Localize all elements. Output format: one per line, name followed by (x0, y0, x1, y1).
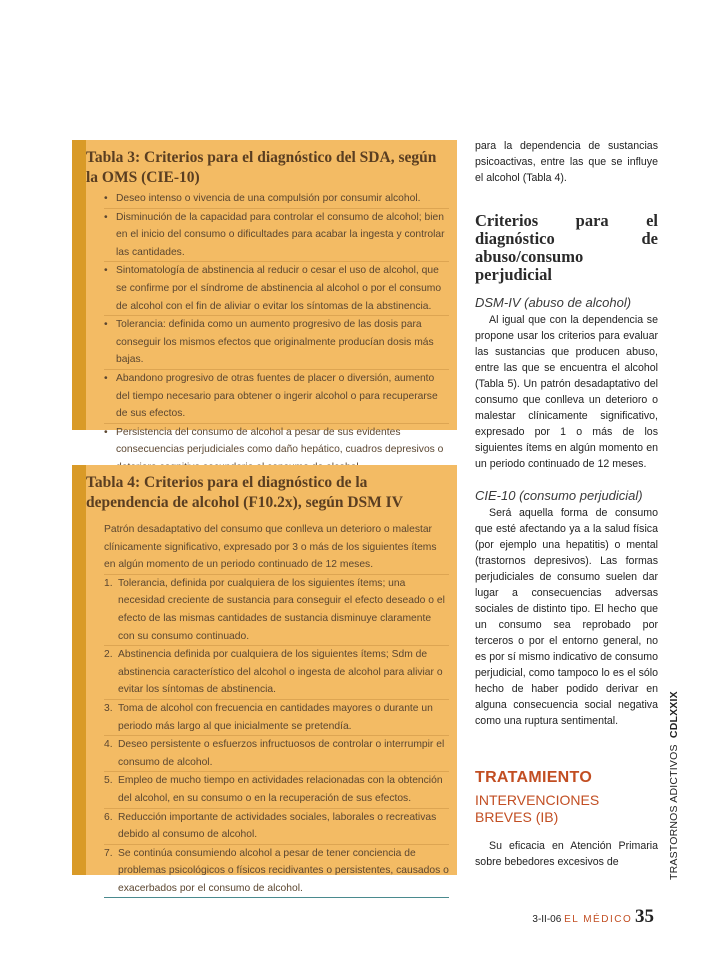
list-item: 6. Reducción importante de actividades sociales, laborales o recreativas debido al consumo de alcohol. (104, 809, 449, 845)
intro-paragraph: para la dependencia de sustancias psicoactivas, entre las que se influye el alcohol (Tabla 4). (475, 140, 658, 184)
list-item: 2. Abstinencia definida por cualquiera de los siguientes ítems; Sdm de abstinencia característico del alcohol o ingesta de alcohol para aliviar o evitar los síntomas de abstinencia. (104, 646, 449, 700)
treatment-section (475, 770, 658, 870)
footer-date: 3-II-06 (532, 914, 562, 925)
table-4-title: Tabla 4: Criterios para el diagnóstico de la dependencia de alcohol (F10.2x), según DSM IV (86, 474, 403, 511)
page-footer (532, 906, 654, 928)
table-stripe (72, 465, 86, 875)
list-item: • Disminución de la capacidad para controlar el consumo de alcohol; bien en el inicio del consumo o dificultades para acabar la ingesta y controlar las cantidades. (104, 209, 449, 263)
table-stripe (72, 140, 86, 430)
list-item: • Tolerancia: definida como un aumento progresivo de las dosis para conseguir los mismos efectos que originalmente producían dosis más bajas. (104, 316, 449, 370)
list-item: • Abandono progresivo de otras fuentes de placer o diversión, aumento del tiempo necesario para obtener o ingerir alcohol o para recuperarse de sus efectos. (104, 370, 449, 424)
criteria-section (475, 212, 658, 284)
page-number: 35 (635, 906, 654, 927)
list-item: 3. Toma de alcohol con frecuencia en cantidades mayores o durante un periodo más largo al que inicialmente se pretendía. (104, 700, 449, 736)
dsm-text: Al igual que con la dependencia se propone usar los criterios para evaluar las sustancias que producen abuso, entre las que se encuentra el alcohol (Tabla 5). Un patrón desadaptativo del consumo que conlleva un deterioro o malestar clínicamente significativo, expresado por 1 o más de los siguientes ítems en algún momento en un periodo continuado de 12 meses. (475, 314, 658, 470)
table-4 (72, 465, 457, 894)
list-item: 5. Empleo de mucho tiempo en actividades relacionadas con la obtención del alcohol, en su consumo o en la recuperación de sus efectos. (104, 772, 449, 808)
dsm-heading: DSM-IV (abuso de alcohol) (475, 295, 632, 310)
table-4-list (104, 575, 449, 899)
list-item: 4. Deseo persistente o esfuerzos infructuosos de controlar o interrumpir el consumo de alcohol. (104, 736, 449, 772)
dsm-section (475, 294, 658, 472)
list-item: 1. Tolerancia, definida por cualquiera de los siguientes ítems; una necesidad creciente de sustancia para conseguir el efecto deseado o el efecto de las mismas cantidades de sustancia disminuye claramente con su consumo continuado. (104, 575, 449, 646)
treatment-text: Su eficacia en Atención Primaria sobre bebedores excesivos de (475, 840, 658, 868)
treatment-heading: TRATAMIENTO (475, 769, 593, 786)
cie-heading: CIE-10 (consumo perjudicial) (475, 488, 643, 503)
table-4-intro: Patrón desadaptativo del consumo que conlleva un deterioro o malestar clínicamente significativo, expresado por 3 o más de los siguientes ítems en algún momento de un periodo continuado de 12 meses. (104, 521, 449, 575)
table-3-title: Tabla 3: Criterios para el diagnóstico del SDA, según la OMS (CIE-10) (86, 149, 437, 186)
treatment-subheading: INTERVENCIONES BREVES (IB) (475, 792, 600, 825)
cie-text: Será aquella forma de consumo que esté afectando ya a la salud física (por ejemplo una hepatitis) o mental (trastornos depresivos). Las formas perjudiciales de consumo suelen dar lugar a consecuencias adversas sociales de distinto tipo. El hecho que un consumo sea reprobado por terceros o por el entorno general, no es por sí mismo indicativo de consumo perjudicial, como tampoco lo es el sólo hecho de haber podido derivar en alguna consecuencia social negativa como una ruptura sentimental. (475, 507, 658, 727)
list-item: • Sintomatología de abstinencia al reducir o cesar el uso de alcohol, que se confirme por el síndrome de abstinencia al alcohol o por el consumo de alcohol con el fin de aliviar o evitar los síntomas de la abstinencia. (104, 262, 449, 316)
cie-section (475, 487, 658, 729)
footer-brand: EL MÉDICO (564, 914, 633, 925)
table-3-list (104, 190, 449, 478)
list-item: 7. Se continúa consumiendo alcohol a pesar de tener conciencia de problemas psicológicos o físicos recidivantes o persistentes, causados o exacerbados por el consumo de alcohol. (104, 845, 449, 899)
list-item: • Persistencia del consumo de alcohol a pesar de sus evidentes consecuencias perjudiciales como daño hepático, cuadros depresivos o (104, 424, 449, 478)
section-heading: Criterios para el diagnóstico de abuso/consumo perjudicial (475, 211, 658, 284)
list-item: • Deseo intenso o vivencia de una compulsión por consumir alcohol. (104, 190, 449, 209)
table-3 (72, 140, 457, 456)
side-section-label: TRASTORNOS ADICTIVOS CDLXXIX (668, 691, 680, 880)
